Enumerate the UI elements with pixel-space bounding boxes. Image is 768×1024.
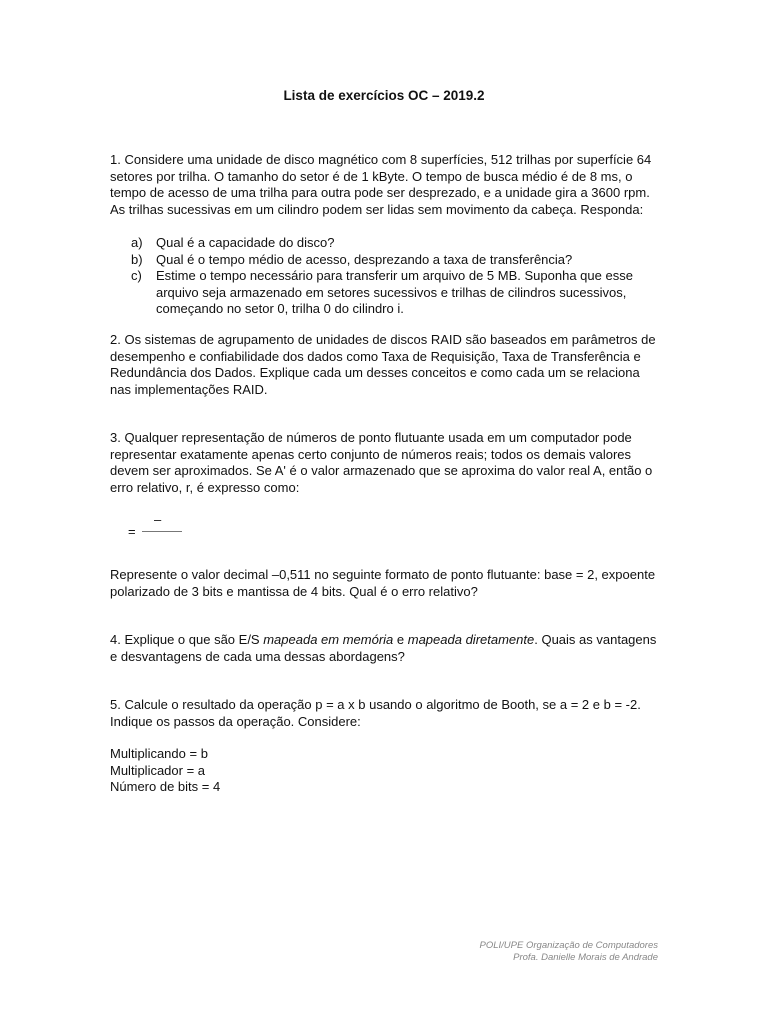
- footer-professor: Profa. Danielle Morais de Andrade: [513, 952, 658, 963]
- formula-equals: =: [128, 524, 136, 539]
- question-5: [110, 697, 662, 730]
- list-marker: a): [131, 235, 143, 250]
- list-item-text: Qual é a capacidade do disco?: [156, 235, 335, 250]
- question-4-emphasis-1: mapeada em memória: [263, 632, 394, 647]
- parameter-line: Multiplicando = b: [110, 746, 208, 761]
- list-item: [110, 235, 662, 252]
- list-marker: b): [131, 251, 143, 267]
- question-4-suffix: . Quais as vantagens e desvantagens de cada uma dessas abordagens?: [110, 632, 657, 664]
- question-4-middle: e: [393, 632, 408, 647]
- parameter-line: Multiplicador = a: [110, 762, 206, 778]
- fraction-bar: [142, 531, 182, 532]
- question-2: [110, 332, 662, 398]
- question-3: [110, 430, 662, 496]
- page-title: Lista de exercícios OC – 2019.2: [283, 88, 485, 103]
- question-1-subitems: [110, 235, 662, 318]
- page-footer: [480, 940, 658, 964]
- question-1-text: 1. Considere uma unidade de disco magnético com 8 superfícies, 512 trilhas por superfície 64 setores por trilha. O tamanho do setor é de 1 kByte. O tempo de busca médio é de 8 ms, o tempo de acesso de uma trilha para outra pode ser desprezado, e a unidade gira a 3600 rpm. As trilhas sucessivas em um cilindro podem ser lidas sem movimento da cabeça. Responda:: [110, 152, 652, 217]
- question-3-followup: [110, 567, 662, 600]
- question-1: [110, 152, 662, 218]
- footer-course: POLI/UPE Organização de Computadores: [479, 940, 658, 951]
- question-3-followup-text: Represente o valor decimal –0,511 no seguinte formato de ponto flutuante: base = 2, expoente polarizado de 3 bits e mantissa de 4 bits. Qual é o erro relativo?: [110, 567, 656, 599]
- question-5-text: 5. Calcule o resultado da operação p = a x b usando o algoritmo de Booth, se a = 2 e b = -2. Indique os passos da operação. Considere:: [110, 697, 641, 729]
- question-2-text: 2. Os sistemas de agrupamento de unidades de discos RAID são baseados em parâmetros de desempenho e confiabilidade dos dados como Taxa de Requisição, Taxa de Transferência e Redundância dos Dados. Explique cada um desses conceitos e como cada um se relaciona nas implementações RAID.: [110, 332, 656, 397]
- list-item-text: Qual é o tempo médio de acesso, desprezando a taxa de transferência?: [156, 251, 573, 267]
- question-3-text: 3. Qualquer representação de números de ponto flutuante usada em um computador pode representar exatamente apenas certo conjunto de números reais; todos os demais valores devem ser aproximados. Se A' é o valor armazenado que se aproxima do valor real A, então o erro relativo, r, é expresso como:: [110, 430, 653, 495]
- question-4-text: [110, 632, 662, 665]
- parameter-line: Número de bits = 4: [110, 779, 221, 795]
- question-4-emphasis-2: mapeada diretamente: [407, 632, 535, 647]
- list-item: [110, 268, 662, 318]
- list-item: [110, 252, 662, 269]
- list-item-text: Estime o tempo necessário para transferir um arquivo de 5 MB. Suponha que esse arquivo seja armazenado em setores sucessivos e trilhas de cilindros sucessivos, começando no setor 0, trilha 0 do cilindro i.: [156, 268, 633, 317]
- question-4-prefix: 4. Explique o que são E/S: [110, 632, 264, 647]
- question-4: [110, 632, 662, 665]
- question-5-parameters: [110, 746, 662, 796]
- formula-minus: –: [154, 512, 162, 527]
- list-marker: c): [131, 268, 142, 284]
- relative-error-formula: [128, 512, 188, 540]
